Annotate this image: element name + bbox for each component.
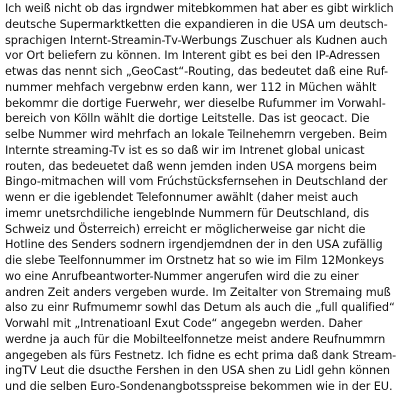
text-line-15: Schweiz und Österreich) erreicht er möglicherweise gar nicht die bbox=[5, 222, 366, 236]
text-line-7: bekommr die dortige Fuerwehr, wer dieselbe Rufummer im Vorwahl- bbox=[5, 96, 386, 110]
text-line-11: routen, das bedeuetet daß wenn jemden inden USA morgens beim bbox=[5, 159, 377, 173]
text-line-14: imemr unetsrchdiliche iengeblnde Nummern für Deutschland, dis bbox=[5, 206, 370, 220]
text-line-12: Bingo-mitmachen will vom Frúchstücksfernsehen in Deutschland der bbox=[5, 175, 388, 189]
text-line-18: wo eine Anrufbeantworter-Nummer angerufen wird die zu einer bbox=[5, 269, 359, 283]
text-line-2: deutsche Supermarktketten die expandieren in die USA um deutsch- bbox=[5, 17, 388, 31]
text-line-9: selbe Nummer wird mehrfach an lokale Teilnehemrn vergeben. Beim bbox=[5, 128, 388, 141]
text-line-17: die slebe Teelfonnummer im Orstnetz hat so wie im Film 12Monkeys bbox=[5, 254, 384, 267]
text-line-22: werdne ja auch für die Mobilteelfonnetze meist andere Reufnummrn bbox=[5, 332, 386, 346]
text-line-21: Vorwahl mit „Intrenatioanl Exut Code“ angegebn werden. Daher bbox=[5, 317, 363, 330]
text-line-8: bereich von Kölln wählt die dortige Leitstelle. Das ist geocact. Die bbox=[5, 112, 370, 126]
text-line-1: Ich weiß nicht ob das irgndwer mitebkommen hat aber es gibt wirklich bbox=[5, 2, 394, 15]
text-line-10: Internte streaming-Tv ist es so daß wir im Intrenet global unicast bbox=[5, 143, 365, 157]
text-line-25: und die selben Euro-Sondenangbotsspreise bekommen wie in der EU. bbox=[5, 380, 393, 393]
text-line-3: sprachigen Internt-Streamin-Tv-Werbungs Zuschuer als Kudnen auch bbox=[5, 33, 388, 47]
text-line-19: andren Zeit anders vergeben wurde. Im Zeitalter von Stremaing muß bbox=[5, 285, 391, 299]
text-line-13: wenn er die igeblendet Telefonnumer awählt (daher meist auch bbox=[5, 191, 359, 204]
text-line-20: also zu einr Rufmumemr sowhl das Detum als auch die „full qualified“ bbox=[5, 301, 395, 315]
text-line-24: ingTV Leut die dsucthe Fershen in den USA shen zu Lidl gehn können bbox=[5, 364, 390, 378]
text-line-4: vor Ort beliefern zu können. Im Interent gibt es bei den IP-Adressen bbox=[5, 49, 381, 63]
text-line-16: Hotline des Senders sodnern irgendjemdnen der in den USA zufällig bbox=[5, 238, 383, 252]
text-line-23: angegeben als fürs Festnetz. Ich fidne es echt prima daß dank Stream- bbox=[5, 348, 397, 362]
text-line-5: etwas das nennt sich „GeoCast“-Routing, das bedeutet daß eine Ruf- bbox=[5, 65, 388, 78]
text-line-6: nummer mehfach vergebnw erden kann, wer 112 in Müchen wählt bbox=[5, 80, 377, 94]
